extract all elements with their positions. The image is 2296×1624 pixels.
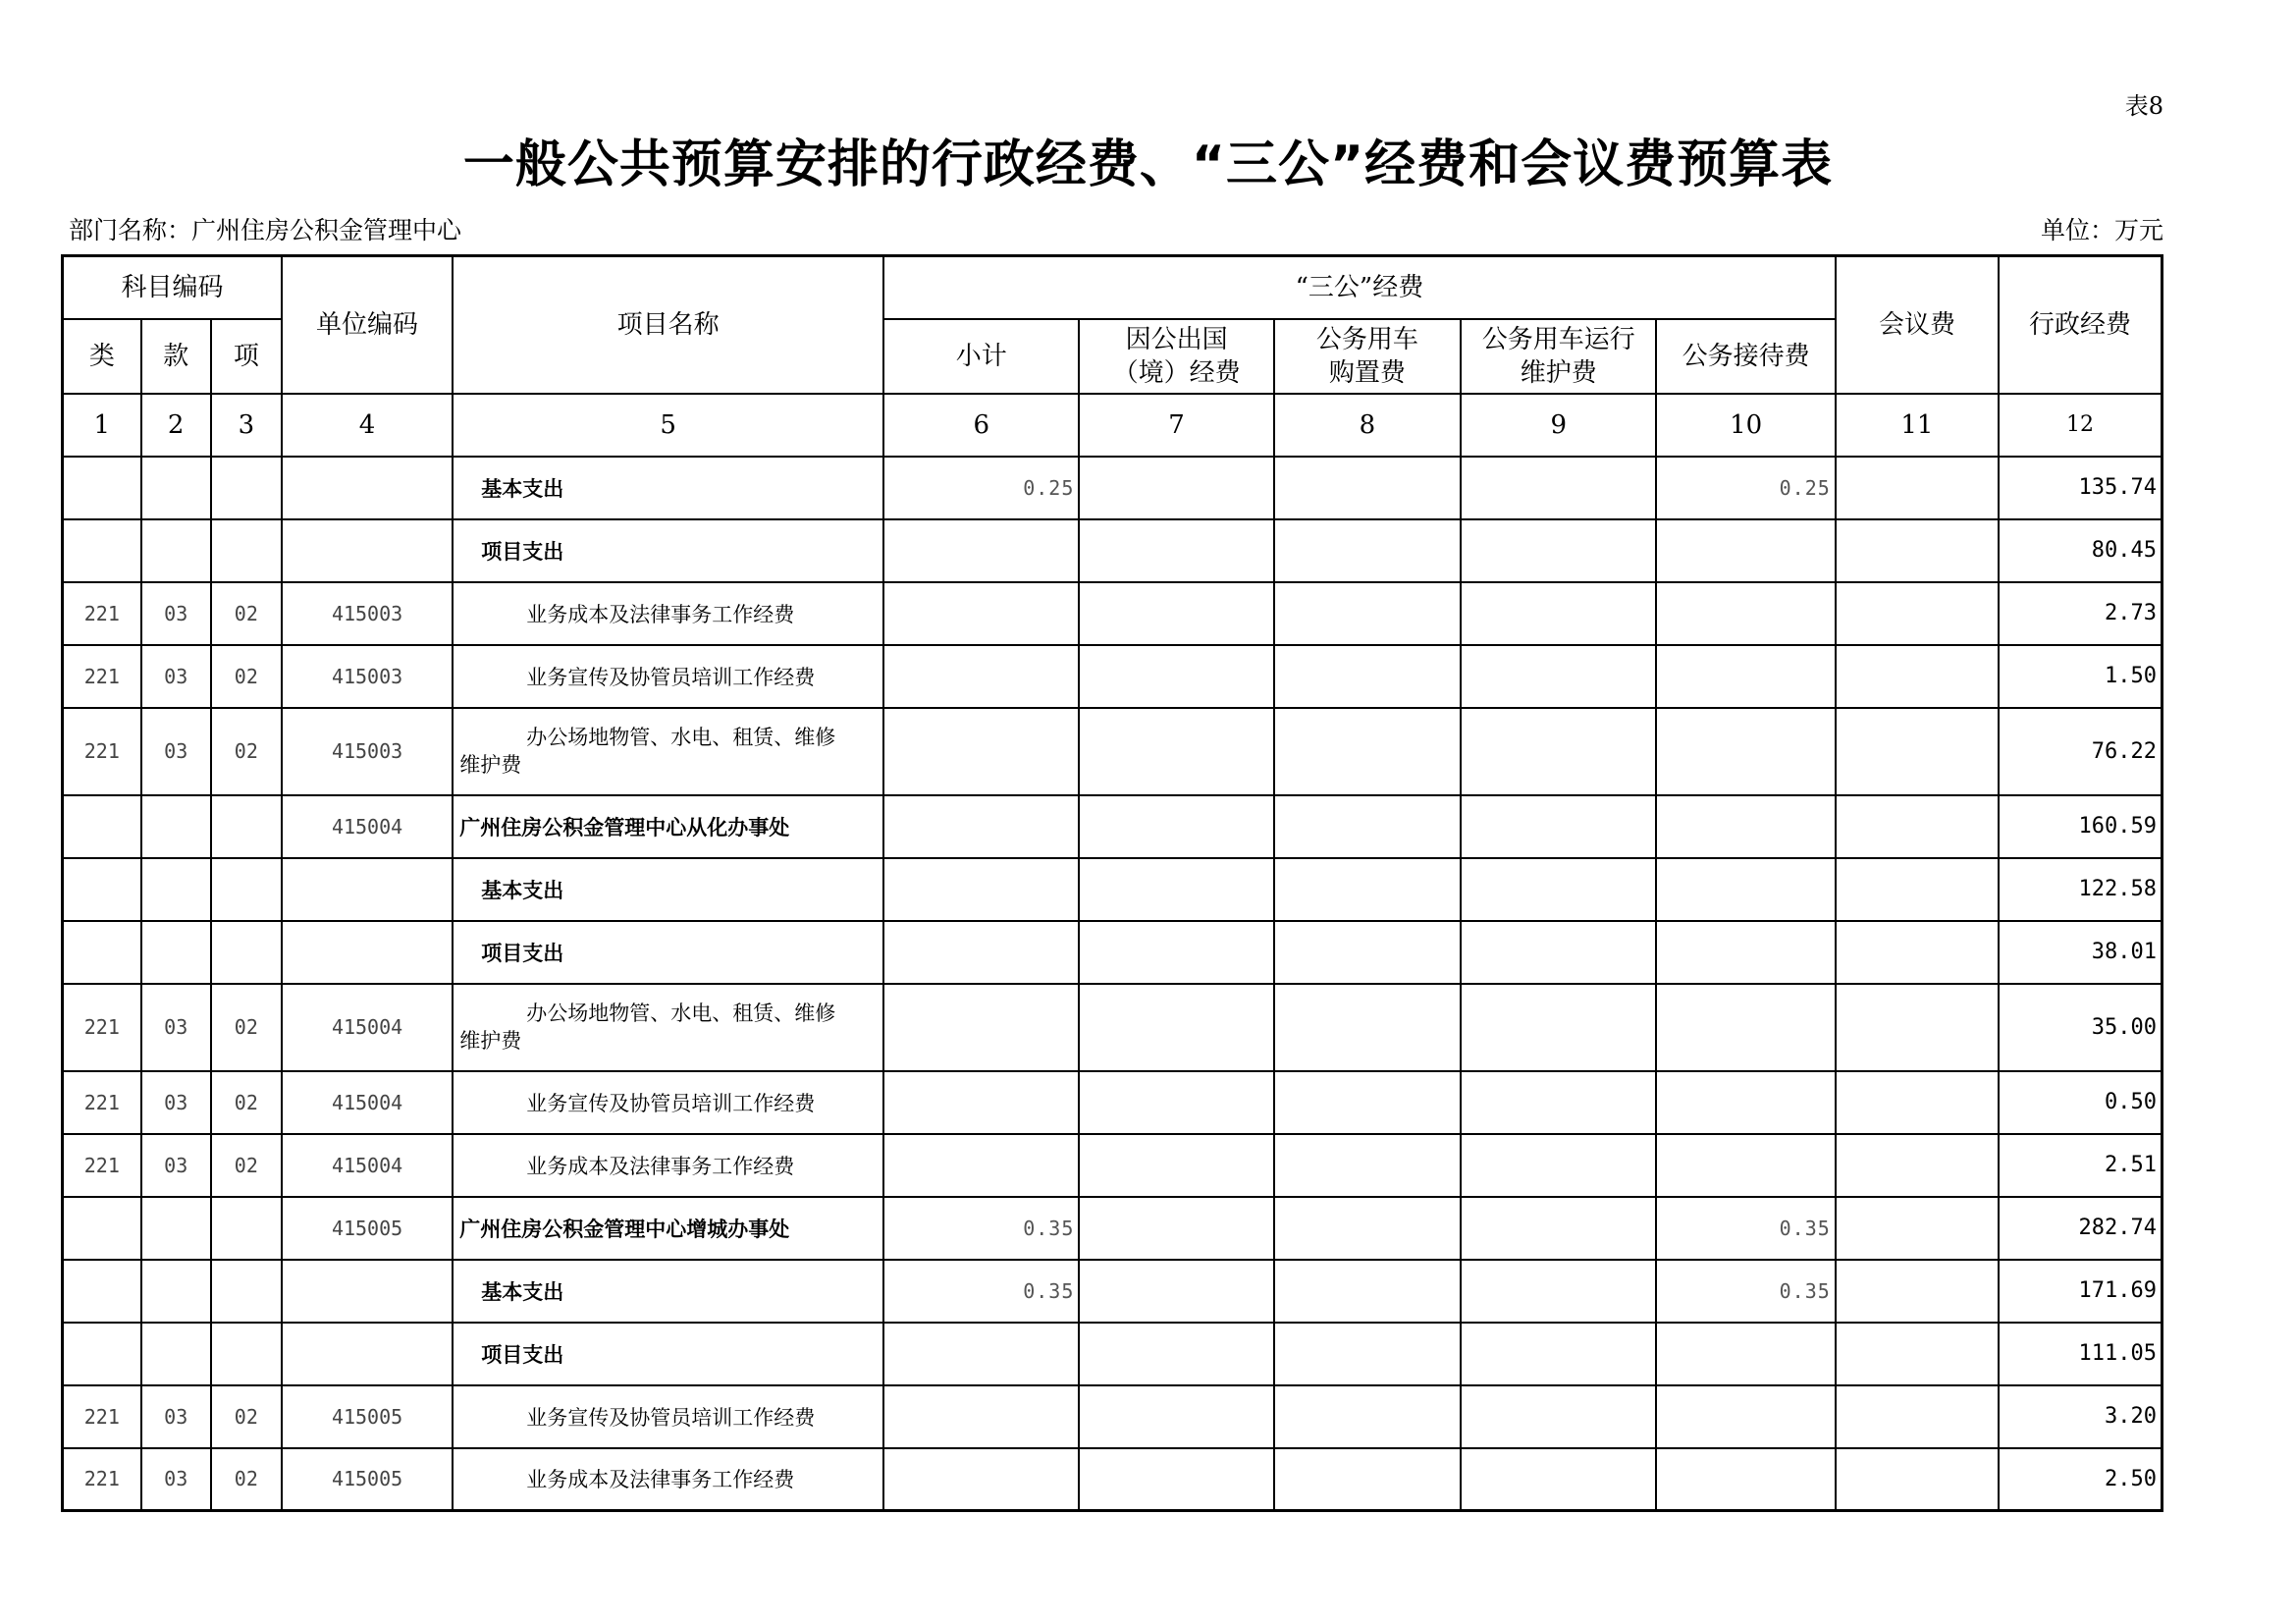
cell-car-running xyxy=(1461,708,1656,795)
cell-car-purchase xyxy=(1274,795,1461,858)
col-number: 5 xyxy=(453,394,883,457)
cell-meeting xyxy=(1836,1323,1999,1385)
cell-project-name: 广州住房公积金管理中心从化办事处 xyxy=(453,795,883,858)
cell-lei xyxy=(63,858,141,921)
table-number: 表8 xyxy=(2124,92,2163,120)
budget-table xyxy=(61,254,2163,1512)
cell-admin: 35.00 xyxy=(1999,984,2162,1071)
cell-admin: 0.50 xyxy=(1999,1071,2162,1134)
cell-abroad xyxy=(1079,1323,1273,1385)
cell-unit-code: 415005 xyxy=(282,1448,453,1511)
cell-reception xyxy=(1656,708,1835,795)
cell-kuan: 03 xyxy=(141,708,211,795)
cell-car-purchase xyxy=(1274,858,1461,921)
cell-kuan: 03 xyxy=(141,1071,211,1134)
cell-admin: 80.45 xyxy=(1999,519,2162,582)
cell-lei xyxy=(63,1260,141,1323)
cell-unit-code xyxy=(282,858,453,921)
cell-lei: 221 xyxy=(63,645,141,708)
cell-car-purchase xyxy=(1274,519,1461,582)
cell-reception xyxy=(1656,1071,1835,1134)
cell-lei: 221 xyxy=(63,984,141,1071)
cell-unit-code: 415004 xyxy=(282,984,453,1071)
cell-xiang xyxy=(211,1197,282,1260)
cell-kuan xyxy=(141,1197,211,1260)
header-car-running-line2: 维护费 xyxy=(1520,357,1597,388)
cell-car-running xyxy=(1461,1197,1656,1260)
cell-admin: 282.74 xyxy=(1999,1197,2162,1260)
cell-xiang: 02 xyxy=(211,984,282,1071)
cell-project-name-line1: 办公场地物管、水电、租赁、维修 xyxy=(526,726,836,749)
cell-subtotal: 0.25 xyxy=(883,457,1079,519)
table-row xyxy=(63,457,2163,519)
cell-subtotal xyxy=(883,1323,1079,1385)
cell-reception xyxy=(1656,645,1835,708)
cell-car-running xyxy=(1461,1071,1656,1134)
cell-xiang: 02 xyxy=(211,645,282,708)
cell-subtotal xyxy=(883,582,1079,645)
cell-car-running xyxy=(1461,1448,1656,1511)
header-abroad-line2: （境）经费 xyxy=(1112,357,1241,388)
cell-subtotal xyxy=(883,1385,1079,1448)
cell-kuan xyxy=(141,1323,211,1385)
header-admin: 行政经费 xyxy=(1999,256,2162,394)
cell-car-running xyxy=(1461,1323,1656,1385)
cell-unit-code xyxy=(282,457,453,519)
cell-reception xyxy=(1656,921,1835,984)
cell-xiang: 02 xyxy=(211,582,282,645)
cell-xiang: 02 xyxy=(211,1134,282,1197)
cell-kuan: 03 xyxy=(141,1134,211,1197)
table-row xyxy=(63,1071,2163,1134)
col-number: 8 xyxy=(1274,394,1461,457)
table-row xyxy=(63,858,2163,921)
header-sangong: “三公”经费 xyxy=(883,256,1836,319)
cell-project-name: 广州住房公积金管理中心增城办事处 xyxy=(453,1197,883,1260)
cell-subtotal xyxy=(883,1071,1079,1134)
cell-meeting xyxy=(1836,1197,1999,1260)
cell-car-purchase xyxy=(1274,1448,1461,1511)
cell-admin: 1.50 xyxy=(1999,645,2162,708)
table-row xyxy=(63,645,2163,708)
table-row xyxy=(63,519,2163,582)
cell-admin: 2.73 xyxy=(1999,582,2162,645)
cell-admin: 122.58 xyxy=(1999,858,2162,921)
cell-car-running xyxy=(1461,795,1656,858)
cell-car-purchase xyxy=(1274,1323,1461,1385)
cell-kuan xyxy=(141,921,211,984)
cell-kuan: 03 xyxy=(141,984,211,1071)
cell-car-running xyxy=(1461,645,1656,708)
cell-unit-code xyxy=(282,921,453,984)
cell-project-name: 业务成本及法律事务工作经费 xyxy=(453,1448,883,1511)
cell-subtotal xyxy=(883,708,1079,795)
cell-car-running xyxy=(1461,921,1656,984)
cell-xiang xyxy=(211,1260,282,1323)
cell-abroad xyxy=(1079,457,1273,519)
cell-lei: 221 xyxy=(63,1071,141,1134)
cell-car-purchase xyxy=(1274,582,1461,645)
cell-car-running xyxy=(1461,582,1656,645)
cell-xiang xyxy=(211,457,282,519)
cell-subtotal xyxy=(883,795,1079,858)
col-number: 1 xyxy=(63,394,141,457)
cell-reception xyxy=(1656,795,1835,858)
col-number: 11 xyxy=(1836,394,1999,457)
cell-car-running xyxy=(1461,984,1656,1071)
cell-kuan xyxy=(141,858,211,921)
cell-xiang xyxy=(211,519,282,582)
header-car-purchase-line2: 购置费 xyxy=(1328,357,1406,388)
cell-abroad xyxy=(1079,858,1273,921)
col-number: 12 xyxy=(1999,394,2162,457)
cell-abroad xyxy=(1079,984,1273,1071)
cell-meeting xyxy=(1836,984,1999,1071)
table-row xyxy=(63,582,2163,645)
cell-unit-code: 415005 xyxy=(282,1197,453,1260)
header-project-name: 项目名称 xyxy=(453,256,883,394)
table-row xyxy=(63,1134,2163,1197)
cell-lei xyxy=(63,1323,141,1385)
cell-reception xyxy=(1656,858,1835,921)
col-number: 6 xyxy=(883,394,1079,457)
header-car-purchase-line1: 公务用车 xyxy=(1315,324,1418,354)
cell-lei: 221 xyxy=(63,1385,141,1448)
header-car-running-line1: 公务用车运行 xyxy=(1481,324,1635,354)
cell-lei xyxy=(63,1197,141,1260)
cell-admin: 76.22 xyxy=(1999,708,2162,795)
cell-unit-code: 415004 xyxy=(282,795,453,858)
cell-reception xyxy=(1656,582,1835,645)
unit-label: 单位：万元 xyxy=(2040,216,2163,244)
cell-admin: 160.59 xyxy=(1999,795,2162,858)
header-lei: 类 xyxy=(63,319,141,394)
cell-car-running xyxy=(1461,1134,1656,1197)
cell-project-name: 业务宣传及协管员培训工作经费 xyxy=(453,1071,883,1134)
header-subject-code: 科目编码 xyxy=(63,256,282,319)
cell-lei xyxy=(63,921,141,984)
cell-lei xyxy=(63,457,141,519)
cell-subtotal: 0.35 xyxy=(883,1197,1079,1260)
department-name: 部门名称：广州住房公积金管理中心 xyxy=(69,216,462,244)
cell-abroad xyxy=(1079,1385,1273,1448)
cell-unit-code: 415005 xyxy=(282,1385,453,1448)
cell-project-name-line2: 维护费 xyxy=(459,1029,522,1053)
cell-project-name-line1: 办公场地物管、水电、租赁、维修 xyxy=(526,1001,836,1025)
cell-subtotal xyxy=(883,519,1079,582)
cell-car-purchase xyxy=(1274,1197,1461,1260)
cell-car-running xyxy=(1461,1385,1656,1448)
cell-car-purchase xyxy=(1274,1071,1461,1134)
cell-kuan xyxy=(141,795,211,858)
cell-project-name: 业务成本及法律事务工作经费 xyxy=(453,582,883,645)
cell-xiang xyxy=(211,1323,282,1385)
cell-subtotal: 0.35 xyxy=(883,1260,1079,1323)
cell-reception xyxy=(1656,1385,1835,1448)
cell-kuan: 03 xyxy=(141,1385,211,1448)
header-meeting: 会议费 xyxy=(1836,256,1999,394)
cell-meeting xyxy=(1836,1134,1999,1197)
cell-project-name-line2: 维护费 xyxy=(459,753,522,777)
cell-lei xyxy=(63,795,141,858)
cell-abroad xyxy=(1079,645,1273,708)
cell-car-running xyxy=(1461,519,1656,582)
cell-car-purchase xyxy=(1274,645,1461,708)
header-abroad xyxy=(1079,319,1273,394)
table-row xyxy=(63,1323,2163,1385)
cell-abroad xyxy=(1079,795,1273,858)
cell-car-running xyxy=(1461,1260,1656,1323)
cell-xiang xyxy=(211,795,282,858)
header-xiang: 项 xyxy=(211,319,282,394)
cell-meeting xyxy=(1836,1385,1999,1448)
cell-unit-code xyxy=(282,1323,453,1385)
col-number: 3 xyxy=(211,394,282,457)
cell-unit-code: 415003 xyxy=(282,645,453,708)
cell-meeting xyxy=(1836,519,1999,582)
cell-xiang xyxy=(211,921,282,984)
cell-project-name: 业务宣传及协管员培训工作经费 xyxy=(453,645,883,708)
cell-unit-code: 415003 xyxy=(282,582,453,645)
cell-admin: 2.51 xyxy=(1999,1134,2162,1197)
cell-project-name xyxy=(453,708,883,795)
cell-abroad xyxy=(1079,1134,1273,1197)
cell-car-purchase xyxy=(1274,1385,1461,1448)
cell-kuan: 03 xyxy=(141,582,211,645)
cell-meeting xyxy=(1836,582,1999,645)
table-row xyxy=(63,921,2163,984)
cell-kuan xyxy=(141,1260,211,1323)
cell-xiang: 02 xyxy=(211,1071,282,1134)
cell-reception xyxy=(1656,1323,1835,1385)
cell-abroad xyxy=(1079,519,1273,582)
cell-lei: 221 xyxy=(63,1448,141,1511)
cell-abroad xyxy=(1079,921,1273,984)
cell-kuan xyxy=(141,457,211,519)
cell-admin: 171.69 xyxy=(1999,1260,2162,1323)
cell-abroad xyxy=(1079,1448,1273,1511)
cell-unit-code: 415004 xyxy=(282,1071,453,1134)
cell-kuan: 03 xyxy=(141,1448,211,1511)
header-unit-code: 单位编码 xyxy=(282,256,453,394)
cell-subtotal xyxy=(883,921,1079,984)
cell-reception: 0.35 xyxy=(1656,1197,1835,1260)
cell-xiang xyxy=(211,858,282,921)
cell-project-name: 项目支出 xyxy=(453,921,883,984)
cell-subtotal xyxy=(883,858,1079,921)
cell-project-name: 项目支出 xyxy=(453,519,883,582)
cell-unit-code xyxy=(282,519,453,582)
cell-meeting xyxy=(1836,708,1999,795)
cell-reception xyxy=(1656,519,1835,582)
cell-lei: 221 xyxy=(63,708,141,795)
cell-admin: 38.01 xyxy=(1999,921,2162,984)
table-row xyxy=(63,1448,2163,1511)
header-abroad-line1: 因公出国 xyxy=(1125,324,1228,354)
cell-reception xyxy=(1656,1134,1835,1197)
cell-meeting xyxy=(1836,1448,1999,1511)
cell-car-purchase xyxy=(1274,1134,1461,1197)
cell-subtotal xyxy=(883,1134,1079,1197)
cell-project-name xyxy=(453,984,883,1071)
cell-project-name: 基本支出 xyxy=(453,457,883,519)
cell-unit-code xyxy=(282,1260,453,1323)
cell-admin: 2.50 xyxy=(1999,1448,2162,1511)
table-row xyxy=(63,1197,2163,1260)
cell-reception: 0.25 xyxy=(1656,457,1835,519)
cell-project-name: 基本支出 xyxy=(453,858,883,921)
cell-unit-code: 415004 xyxy=(282,1134,453,1197)
cell-car-running xyxy=(1461,858,1656,921)
table-row xyxy=(63,795,2163,858)
cell-meeting xyxy=(1836,1071,1999,1134)
cell-meeting xyxy=(1836,795,1999,858)
table-row xyxy=(63,708,2163,795)
cell-car-purchase xyxy=(1274,984,1461,1071)
header-subtotal: 小计 xyxy=(883,319,1079,394)
cell-xiang: 02 xyxy=(211,1448,282,1511)
cell-project-name: 业务成本及法律事务工作经费 xyxy=(453,1134,883,1197)
cell-car-purchase xyxy=(1274,1260,1461,1323)
cell-subtotal xyxy=(883,984,1079,1071)
cell-car-purchase xyxy=(1274,708,1461,795)
cell-meeting xyxy=(1836,457,1999,519)
cell-unit-code: 415003 xyxy=(282,708,453,795)
header-reception: 公务接待费 xyxy=(1656,319,1835,394)
cell-xiang: 02 xyxy=(211,708,282,795)
cell-admin: 135.74 xyxy=(1999,457,2162,519)
cell-lei xyxy=(63,519,141,582)
cell-xiang: 02 xyxy=(211,1385,282,1448)
cell-meeting xyxy=(1836,1260,1999,1323)
col-number: 4 xyxy=(282,394,453,457)
table-row xyxy=(63,984,2163,1071)
header-car-purchase xyxy=(1274,319,1461,394)
table-row xyxy=(63,1385,2163,1448)
cell-reception xyxy=(1656,1448,1835,1511)
cell-subtotal xyxy=(883,1448,1079,1511)
cell-admin: 111.05 xyxy=(1999,1323,2162,1385)
header-kuan: 款 xyxy=(141,319,211,394)
cell-abroad xyxy=(1079,1260,1273,1323)
cell-project-name: 基本支出 xyxy=(453,1260,883,1323)
cell-car-running xyxy=(1461,457,1656,519)
col-number: 10 xyxy=(1656,394,1835,457)
col-number: 7 xyxy=(1079,394,1273,457)
cell-car-purchase xyxy=(1274,921,1461,984)
cell-abroad xyxy=(1079,708,1273,795)
cell-abroad xyxy=(1079,1071,1273,1134)
cell-abroad xyxy=(1079,1197,1273,1260)
table-row xyxy=(63,1260,2163,1323)
cell-meeting xyxy=(1836,858,1999,921)
cell-kuan xyxy=(141,519,211,582)
cell-meeting xyxy=(1836,645,1999,708)
cell-reception xyxy=(1656,984,1835,1071)
cell-reception: 0.35 xyxy=(1656,1260,1835,1323)
cell-project-name: 项目支出 xyxy=(453,1323,883,1385)
cell-abroad xyxy=(1079,582,1273,645)
cell-subtotal xyxy=(883,645,1079,708)
cell-car-purchase xyxy=(1274,457,1461,519)
page-title: 一般公共预算安排的行政经费、“三公”经费和会议费预算表 xyxy=(462,135,1834,194)
cell-project-name: 业务宣传及协管员培训工作经费 xyxy=(453,1385,883,1448)
col-number: 2 xyxy=(141,394,211,457)
cell-lei: 221 xyxy=(63,1134,141,1197)
cell-lei: 221 xyxy=(63,582,141,645)
cell-kuan: 03 xyxy=(141,645,211,708)
cell-meeting xyxy=(1836,921,1999,984)
col-number: 9 xyxy=(1461,394,1656,457)
header-car-running xyxy=(1461,319,1656,394)
cell-admin: 3.20 xyxy=(1999,1385,2162,1448)
